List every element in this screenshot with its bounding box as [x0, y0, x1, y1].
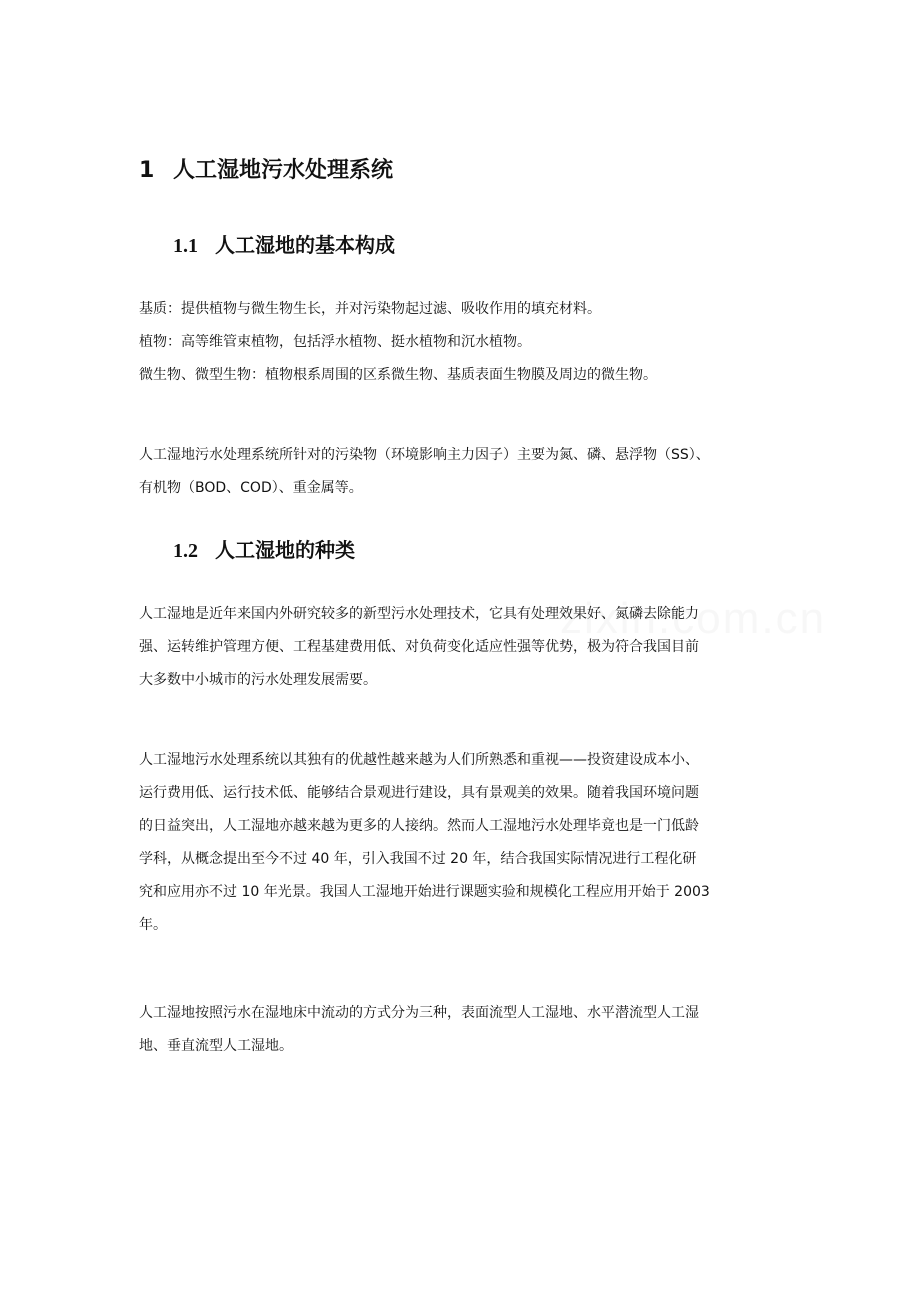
definitions-list	[139, 293, 784, 392]
heading-1-title: 人工湿地污水处理系统	[173, 158, 394, 183]
pollutants-paragraph	[139, 439, 784, 505]
paragraph-line: 的日益突出，人工湿地亦越来越为更多的人接纳。然而人工湿地污水处理毕竟也是一门低龄	[139, 818, 699, 834]
heading-1-2-title: 人工湿地的种类	[215, 538, 355, 562]
paragraph-line: 人工湿地污水处理系统所针对的污染物（环境影响主力因子）主要为氮、磷、悬浮物（SS）、	[139, 447, 710, 463]
classification-paragraph	[139, 997, 784, 1063]
types-intro-paragraph	[139, 598, 784, 697]
heading-1-2-number: 1.2	[173, 540, 198, 562]
paragraph-line: 学科，从概念提出至今不过 40 年，引入我国不过 20 年，结合我国实际情况进行工程化研	[139, 851, 697, 867]
paragraph-line: 年。	[139, 917, 167, 933]
paragraph-line: 人工湿地按照污水在湿地床中流动的方式分为三种，表面流型人工湿地、水平潜流型人工湿	[139, 1005, 699, 1021]
paragraph-line: 大多数中小城市的污水处理发展需要。	[139, 672, 377, 688]
paragraph-line: 地、垂直流型人工湿地。	[139, 1038, 293, 1054]
watermark: zixin.com.cn	[560, 594, 827, 643]
definition-plants: 植物：高等维管束植物，包括浮水植物、挺水植物和沉水植物。	[139, 334, 531, 350]
definition-substrate: 基质：提供植物与微生物生长，并对污染物起过滤、吸收作用的填充材料。	[139, 301, 601, 317]
paragraph-line: 人工湿地污水处理系统以其独有的优越性越来越为人们所熟悉和重视——投资建设成本小、	[139, 752, 699, 768]
advantages-paragraph	[139, 744, 784, 942]
paragraph-line: 有机物（BOD、COD）、重金属等。	[139, 480, 363, 496]
paragraph-line: 究和应用亦不过 10 年光景。我国人工湿地开始进行课题实验和规模化工程应用开始于 2003	[139, 884, 710, 900]
definition-microorganisms: 微生物、微型生物：植物根系周围的区系微生物、基质表面生物膜及周边的微生物。	[139, 367, 657, 383]
paragraph-line: 强、运转维护管理方便、工程基建费用低、对负荷变化适应性强等优势，极为符合我国目前	[139, 639, 699, 655]
heading-1-number: 1	[139, 158, 155, 183]
heading-1-2	[173, 536, 355, 565]
paragraph-line: 人工湿地是近年来国内外研究较多的新型污水处理技术，它具有处理效果好、氮磷去除能力	[139, 606, 699, 622]
heading-1	[139, 156, 393, 186]
heading-1-1-number: 1.1	[173, 235, 198, 257]
heading-1-1-title: 人工湿地的基本构成	[215, 233, 395, 257]
paragraph-line: 运行费用低、运行技术低、能够结合景观进行建设，具有景观美的效果。随着我国环境问题	[139, 785, 699, 801]
heading-1-1	[173, 231, 395, 260]
